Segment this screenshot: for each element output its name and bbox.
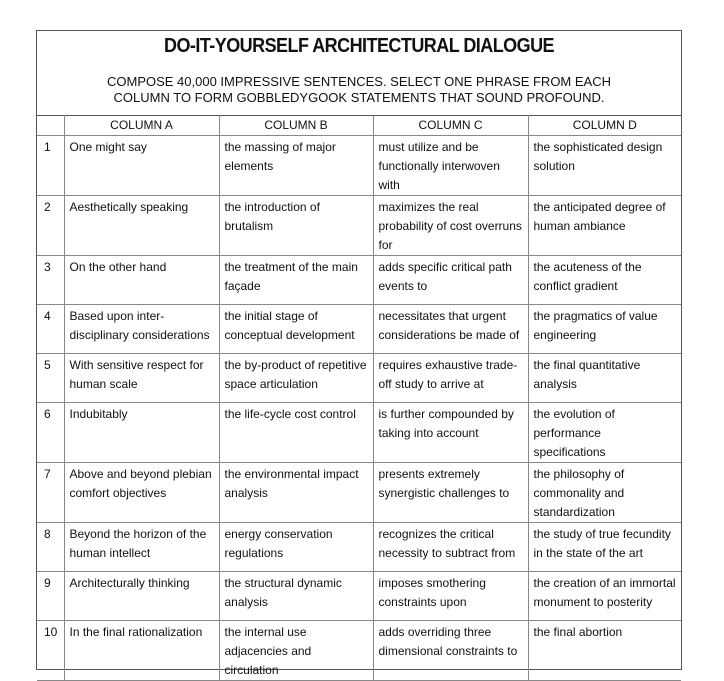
cell-column-d: the creation of an immortal monument to posterity: [528, 572, 681, 621]
cell-column-a: Indubitably: [64, 403, 219, 463]
row-number: 6: [37, 403, 64, 463]
cell-column-a: One might say: [64, 136, 219, 196]
table-row: [37, 523, 681, 572]
cell-column-c: adds specific critical path events to: [373, 256, 528, 305]
instructions-line-1: COMPOSE 40,000 IMPRESSIVE SENTENCES. SELECT ONE PHRASE FROM EACH: [106, 74, 611, 89]
cell-column-b: the internal use adjacencies and circulation: [219, 621, 373, 681]
cell-column-a: Based upon inter-disciplinary considerations: [64, 305, 219, 354]
header-column-a: COLUMN A: [64, 116, 219, 136]
cell-column-d: the final abortion: [528, 621, 681, 681]
cell-column-c: recognizes the critical necessity to subtract from: [373, 523, 528, 572]
row-number: 2: [37, 196, 64, 256]
phrase-table: [37, 115, 681, 681]
instructions-line-2: COLUMN TO FORM GOBBLEDYGOOK STATEMENTS THAT SOUND PROFOUND.: [113, 90, 605, 105]
cell-column-b: the environmental impact analysis: [219, 463, 373, 523]
cell-column-c: maximizes the real probability of cost overruns for: [373, 196, 528, 256]
row-number: 3: [37, 256, 64, 305]
header-column-c: COLUMN C: [373, 116, 528, 136]
row-number: 10: [37, 621, 64, 681]
row-number: 9: [37, 572, 64, 621]
table-row: [37, 621, 681, 681]
header-row: [37, 116, 681, 136]
cell-column-a: With sensitive respect for human scale: [64, 354, 219, 403]
cell-column-b: the structural dynamic analysis: [219, 572, 373, 621]
cell-column-b: the by-product of repetitive space articulation: [219, 354, 373, 403]
table-row: [37, 196, 681, 256]
table-row: [37, 305, 681, 354]
cell-column-d: the philosophy of commonality and standardization: [528, 463, 681, 523]
cell-column-b: the massing of major elements: [219, 136, 373, 196]
header-column-d: COLUMN D: [528, 116, 681, 136]
cell-column-a: On the other hand: [64, 256, 219, 305]
cell-column-c: is further compounded by taking into account: [373, 403, 528, 463]
cell-column-d: the acuteness of the conflict gradient: [528, 256, 681, 305]
cell-column-c: requires exhaustive trade-off study to arrive at: [373, 354, 528, 403]
header-column-b: COLUMN B: [219, 116, 373, 136]
cell-column-c: adds overriding three dimensional constraints to: [373, 621, 528, 681]
cell-column-c: presents extremely synergistic challenges to: [373, 463, 528, 523]
cell-column-d: the study of true fecundity in the state of the art: [528, 523, 681, 572]
cell-column-c: imposes smothering constraints upon: [373, 572, 528, 621]
cell-column-b: the introduction of brutalism: [219, 196, 373, 256]
cell-column-b: the life-cycle cost control: [219, 403, 373, 463]
cell-column-d: the final quantitative analysis: [528, 354, 681, 403]
cell-column-d: the sophisticated design solution: [528, 136, 681, 196]
cell-column-a: In the final rationalization: [64, 621, 219, 681]
table-row: [37, 463, 681, 523]
table-row: [37, 136, 681, 196]
cell-column-c: necessitates that urgent considerations be made of: [373, 305, 528, 354]
table-row: [37, 403, 681, 463]
cell-column-a: Architecturally thinking: [64, 572, 219, 621]
table-row: [37, 354, 681, 403]
cell-column-b: energy conservation regulations: [219, 523, 373, 572]
instructions: [37, 74, 681, 106]
table-row: [37, 256, 681, 305]
row-number: 8: [37, 523, 64, 572]
cell-column-a: Above and beyond plebian comfort objectives: [64, 463, 219, 523]
cell-column-c: must utilize and be functionally interwoven with: [373, 136, 528, 196]
cell-column-d: the anticipated degree of human ambiance: [528, 196, 681, 256]
table-row: [37, 572, 681, 621]
cell-column-b: the treatment of the main façade: [219, 256, 373, 305]
cell-column-a: Aesthetically speaking: [64, 196, 219, 256]
cell-column-a: Beyond the horizon of the human intellect: [64, 523, 219, 572]
cell-column-b: the initial stage of conceptual development: [219, 305, 373, 354]
row-number: 7: [37, 463, 64, 523]
row-number: 1: [37, 136, 64, 196]
page-title: DO-IT-YOURSELF ARCHITECTURAL DIALOGUE: [163, 35, 555, 57]
cell-column-d: the pragmatics of value engineering: [528, 305, 681, 354]
cell-column-d: the evolution of performance specifications: [528, 403, 681, 463]
worksheet: [36, 30, 682, 677]
row-number: 4: [37, 305, 64, 354]
header-number: [37, 116, 64, 136]
row-number: 5: [37, 354, 64, 403]
